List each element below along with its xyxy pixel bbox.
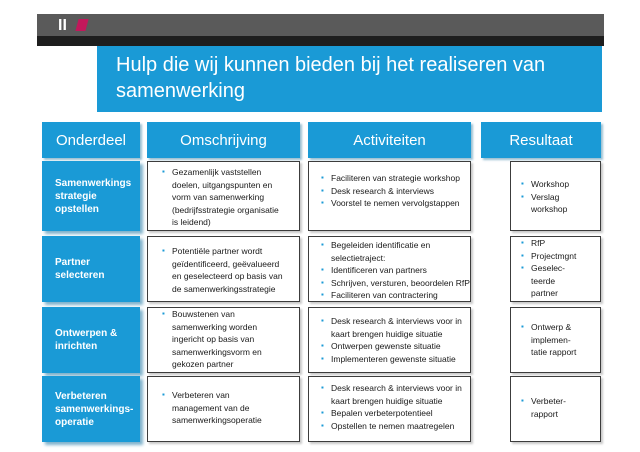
cell-activiteiten-4 xyxy=(308,376,471,442)
cell-resultaat-2 xyxy=(510,236,601,302)
row-label-partner xyxy=(42,236,140,302)
cell-resultaat-3 xyxy=(510,307,601,373)
cell-omschrijving-4 xyxy=(147,376,300,442)
list-item: ▪ Workshop xyxy=(521,178,569,191)
header-resultaat: Resultaat xyxy=(481,122,601,158)
list-item: ▪ Schrijven, versturen, beoordelen RfP xyxy=(321,277,470,290)
row-label-ontwerpen xyxy=(42,307,140,373)
list-item: ▪ Bouwstenen van samenwerking worden ingericht op basis van samenwerkingsvorm en gekozen partner xyxy=(162,308,262,371)
list-item: ▪ Geselec- teerde partner xyxy=(521,262,576,300)
header-activiteiten: Activiteiten xyxy=(308,122,471,158)
list-item: ▪ Projectmgnt xyxy=(521,250,576,263)
cell-activiteiten-3 xyxy=(308,307,471,373)
cell-activiteiten-1 xyxy=(308,161,471,231)
row-label-text: Ontwerpen & inrichten xyxy=(55,328,118,352)
list-item: ▪ Voorstel te nemen vervolgstappen xyxy=(321,197,460,210)
list-item: ▪ Begeleiden identificatie en selectietraject: xyxy=(321,239,470,264)
list-item: ▪ Ontwerpen gewenste situatie xyxy=(321,340,462,353)
list-item: ▪ Verslag workshop xyxy=(521,191,569,216)
list-item: ▪ Desk research & interviews voor in kaart brengen huidige situatie xyxy=(321,382,462,407)
cell-activiteiten-2 xyxy=(308,236,471,302)
top-bar xyxy=(37,14,604,36)
row-label-text: Partner selecteren xyxy=(55,257,105,281)
list-item: ▪ Desk research & interviews xyxy=(321,185,460,198)
row-label-strategie xyxy=(42,161,140,231)
row-label-text: Samenwerkings strategie opstellen xyxy=(55,177,132,215)
list-item: ▪ Potentiële partner wordt geïdentificeerd, geëvalueerd en geselecteerd op basis van de samenwerkingsstrategie xyxy=(162,245,283,295)
page-title: Hulp die wij kunnen bieden bij het realiseren van samenwerking xyxy=(116,54,546,102)
list-item: ▪ Opstellen te nemen maatregelen xyxy=(321,420,462,433)
list-item: ▪ Faciliteren van strategie workshop xyxy=(321,172,460,185)
top-bar-shadow xyxy=(37,36,604,46)
list-item: ▪ Faciliteren van contractering xyxy=(321,289,470,302)
header-onderdeel: Onderdeel xyxy=(42,122,140,158)
row-label-verbeteren xyxy=(42,376,140,442)
list-item: ▪ Gezamenlijk vaststellen doelen, uitgangspunten en vorm van samenwerking (bedrijfsstrategie organisatie is leidend) xyxy=(162,166,279,229)
list-item: ▪ Identificeren van partners xyxy=(321,264,470,277)
cell-resultaat-4 xyxy=(510,376,601,442)
cell-omschrijving-1 xyxy=(147,161,300,231)
header-omschrijving: Omschrijving xyxy=(147,122,300,158)
list-item: ▪ Implementeren gewenste situatie xyxy=(321,353,462,366)
list-item: ▪ Bepalen verbeterpotentieel xyxy=(321,407,462,420)
list-item: ▪ Verbeteren van management van de samenwerkingsoperatie xyxy=(162,389,262,427)
list-item: ▪ Ontwerp & implemen- tatie rapport xyxy=(521,321,576,359)
cell-omschrijving-3 xyxy=(147,307,300,373)
cell-resultaat-1 xyxy=(510,161,601,231)
logo: II xyxy=(58,17,67,34)
list-item: ▪ RfP xyxy=(521,237,576,250)
title-banner xyxy=(97,46,602,112)
row-label-text: Verbeteren samenwerkings- operatie xyxy=(55,390,134,428)
list-item: ▪ Verbeter- rapport xyxy=(521,395,566,420)
list-item: ▪ Desk research & interviews voor in kaart brengen huidige situatie xyxy=(321,315,462,340)
cell-omschrijving-2 xyxy=(147,236,300,302)
